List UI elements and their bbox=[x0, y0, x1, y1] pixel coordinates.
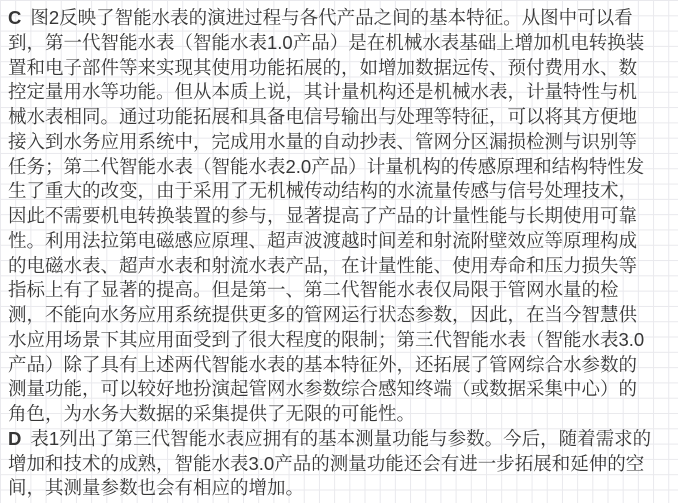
text-line: 增加和技术的成熟，智能水表3.0产品的测量功能还会有进一步拓展和延伸的空 bbox=[8, 452, 645, 474]
paragraph-c bbox=[8, 6, 672, 427]
paragraph-marker-c: C bbox=[8, 7, 22, 28]
text-line: 水应用场景下其应用面受到了很大程度的限制；第三代智能水表（智能水表3.0 bbox=[8, 328, 645, 350]
text-line: 置和电子部件等来实现其使用功能拓展的，如增加数据远传、预付费用水、数 bbox=[8, 56, 638, 78]
text-line: 械水表相同。通过功能拓展和具备电信号输出与处理等特征，可以将其方便地 bbox=[8, 106, 638, 127]
text-line bbox=[8, 427, 672, 452]
text-line: 任务；第二代智能水表（智能水表2.0产品）计量机构的传感原理和结构特性发 bbox=[8, 155, 645, 177]
text-line: 测，不能向水务应用系统提供更多的管网运行状态参数，因此，在当今智慧供 bbox=[8, 304, 638, 325]
text-line: 测量功能，可以较好地扮演起管网水参数综合感知终端（或数据采集中心）的 bbox=[8, 378, 638, 400]
line-text: 图2反映了智能水表的演进过程与各代产品之间的基本特征。从图中可以看 bbox=[30, 7, 633, 28]
line-text: 表1列出了第三代智能水表应拥有的基本测量功能与参数。今后，随着需求的 bbox=[30, 427, 652, 449]
text-line: 角色，为水务大数据的采集提供了无限的可能性。 bbox=[8, 403, 416, 424]
text-line: 生了重大的改变，由于采用了无机械传动结构的水流量传感与信号处理技术， bbox=[8, 180, 638, 202]
text-line: 接入到水务应用系统中，完成用水量的自动抄表、管网分区漏损检测与识别等 bbox=[8, 130, 638, 152]
text-line: 的电磁水表、超声水表和射流水表产品，在计量性能、使用寿命和压力损失等 bbox=[8, 254, 638, 276]
paragraph-marker-d: D bbox=[8, 427, 22, 449]
text-line: 性。利用法拉第电磁感应原理、超声波渡越时间差和射流附壁效应等原理构成 bbox=[8, 229, 638, 251]
paragraph-d bbox=[8, 427, 672, 501]
text-line: 间，其测量参数也会有相应的增加。 bbox=[8, 477, 305, 499]
text-line: 到，第一代智能水表（智能水表1.0产品）是在机械水表基础上增加机电转换装 bbox=[8, 31, 645, 53]
text-line: 控定量用水等功能。但从本质上说，其计量机构还是机械水表，计量特性与机 bbox=[8, 81, 638, 103]
text-line: 因此不需要机电转换装置的参与，显著提高了产品的计量性能与长期使用可靠 bbox=[8, 205, 638, 226]
text-line bbox=[8, 6, 672, 31]
text-line: 指标上有了显著的提高。但是第一、第二代智能水表仅局限于管网水量的检 bbox=[8, 279, 619, 301]
text-line: 产品）除了具有上述两代智能水表的基本特征外，还拓展了管网综合水参数的 bbox=[8, 353, 638, 375]
